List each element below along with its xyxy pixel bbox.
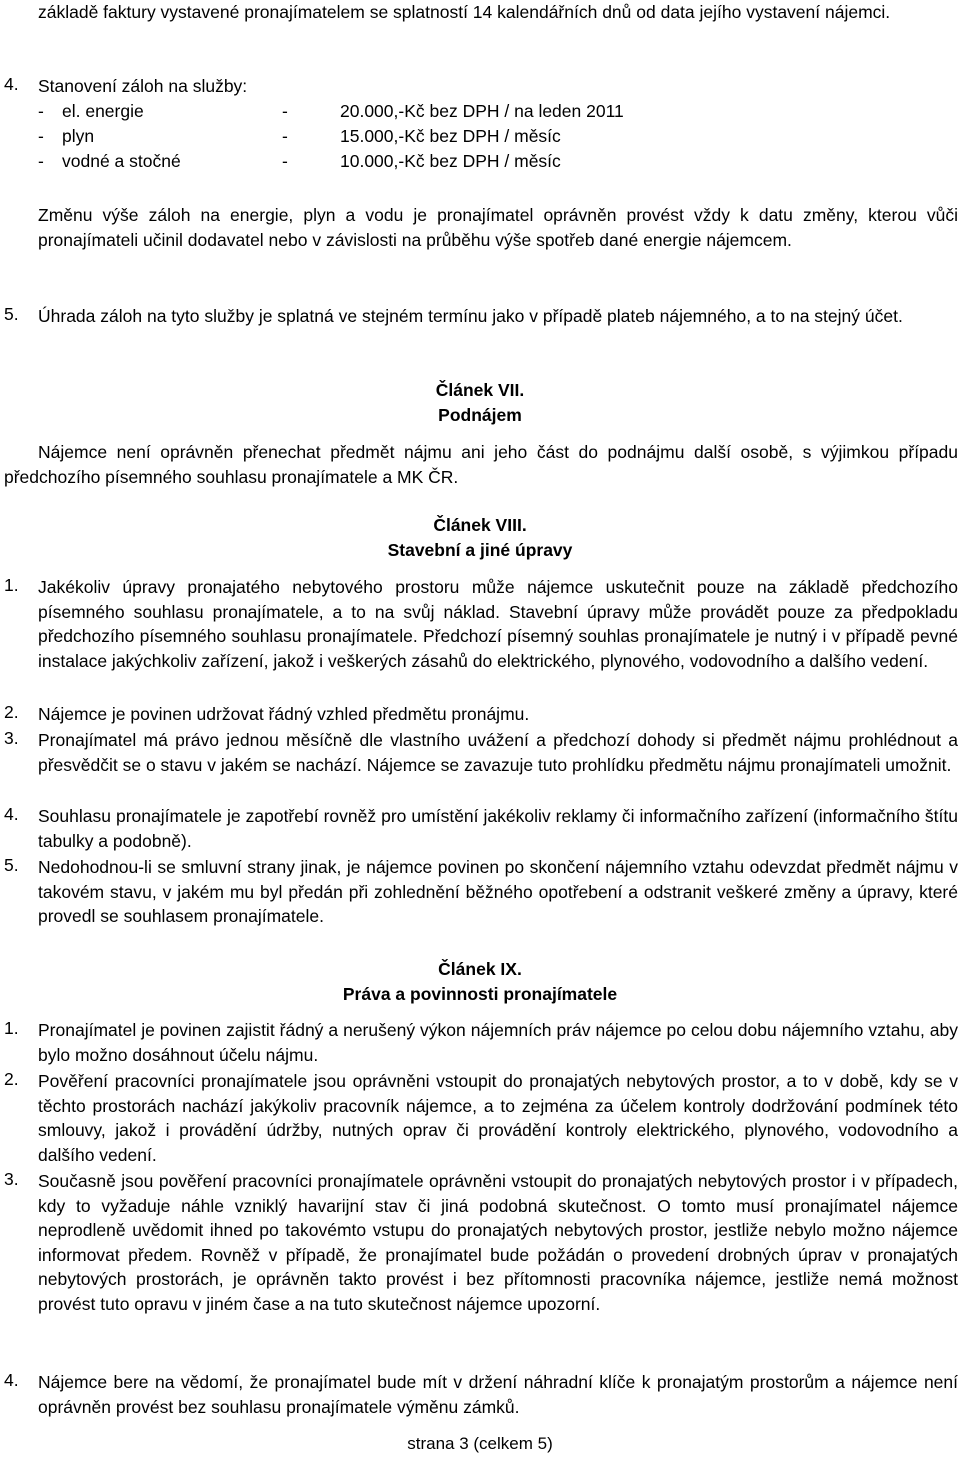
advance-dash: - [38,126,44,146]
item-text: Jakékoliv úpravy pronajatého nebytového prostoru může nájemce uskutečnit pouze na základě předchozího písemného souhlasu pronajímatele, a to na svůj náklad. Stavební úpravy může provádět pouze za předpokladu předchozího písemného souhlasu pronajímatele. Předchozí písemný souhlas pronajímatele je nutný i v případě pevné instalace jakýchkoliv zařízení, jakož i veškerých zásahů do elektrického, plynového, vodovodního a dalšího vedení. [38,577,958,671]
article-9-item-3 [4,1169,960,1316]
advance-change-note: Změnu výše záloh na energie, plyn a vodu je pronajímatel oprávněn provést vždy k datu změny, kterou vůči pronajímateli učinil dodavatel nebo v závislosti na průběhu výše spotřeb dané energie nájemcem. [38,205,958,250]
article-8-heading: Článek VIII. [433,515,527,535]
item-number: 3. [4,728,19,748]
article-7-heading: Článek VII. [435,380,525,400]
section-4-title: Stanovení záloh na služby: [38,76,248,96]
page-footer: strana 3 (celkem 5) [407,1434,553,1453]
advance-label: el. energie [62,101,144,121]
item-text: Souhlasu pronajímatele je zapotřebí rovněž pro umístění jakékoliv reklamy či informačního zařízení (informačního štítu tabulky a podobně). [38,806,958,851]
article-8-item-2 [4,702,960,727]
section-5-text: Úhrada záloh na tyto služby je splatná ve stejném termínu jako v případě plateb nájemného, a to na stejný účet. [38,306,903,326]
item-text: Nájemce bere na vědomí, že pronajímatel bude mít v držení náhradní klíče k pronajatým prostorům a nájemce není oprávněn provést bez souhlasu pronajímatele výměnu zámků. [38,1372,958,1417]
advance-separator: - [282,151,288,171]
advance-value: 10.000,-Kč bez DPH / měsíc [340,151,561,171]
item-number: 1. [4,575,19,595]
article-8-item-1 [4,575,960,673]
intro-paragraph-tail: základě faktury vystavené pronajímatelem se splatností 14 kalendářních dnů od data jejího vystavení nájemci. [38,2,891,22]
article-9-heading: Článek IX. [438,959,522,979]
item-text: Současně jsou pověření pracovníci pronajímatele oprávněni vstoupit do pronajatých nebytových prostor i v případech, kdy to vyžaduje náhle vzniklý havarijní stav či jiná podobná skutečnost. O tomto musí pronajímatel nájemce neprodleně uvědomit ihned po takovémto vstupu do pronajatých nebytových prostor, jestliže nebylo možno nájemce informovat předem. Rovněž v případě, že pronajímatel bude požádán o provedení drobných úprav v pronajatých nebytových prostorách, je oprávněn takto provést i bez přítomnosti pracovníka nájemce, jestliže nemá možnost provést tuto opravu v jiném čase a na tuto skutečnost nájemce upozorní. [38,1171,958,1314]
item-number: 1. [4,1018,19,1038]
advance-value: 15.000,-Kč bez DPH / měsíc [340,126,561,146]
item-number: 2. [4,1069,19,1089]
item-number: 4. [4,1370,19,1390]
article-9-title: Práva a povinnosti pronajímatele [342,984,618,1004]
article-9-item-4 [4,1370,960,1419]
item-text: Nájemce je povinen udržovat řádný vzhled předmětu pronájmu. [38,704,530,724]
article-9-item-2 [4,1069,960,1167]
advance-dash: - [38,151,44,171]
article-8-title: Stavební a jiné úpravy [387,540,573,560]
article-8-item-3 [4,728,960,777]
section-5 [4,304,960,329]
item-number: 5. [4,855,19,875]
section-4 [4,74,960,99]
article-8-item-4 [4,804,960,853]
article-7-title: Podnájem [438,405,522,425]
article-9-item-1 [4,1018,960,1067]
article-8-item-5 [4,855,960,929]
advance-row-gas [38,124,738,149]
advance-dash: - [38,101,44,121]
item-number: 3. [4,1169,19,1189]
advance-label: vodné a stočné [62,151,181,171]
item-number: 4. [4,804,19,824]
advance-row-electricity [38,99,738,124]
advance-row-water [38,149,738,174]
item-text: Pověření pracovníci pronajímatele jsou oprávněni vstoupit do pronajatých nebytových prostor, a to v době, kdy se v těchto prostorách nachází jakýkoliv pracovník nájemce, a to zejména za účelem kontroly dodržování podmínek této smlouvy, jakož i provádění údržby, nutných oprav či provádění kontroly elektrického, plynového, vodovodního a dalšího vedení. [38,1071,958,1165]
article-7-text: Nájemce není oprávněn přenechat předmět nájmu ani jeho část do podnájmu další osobě, s výjimkou případu předchozího písemného souhlasu pronajímatele a MK ČR. [4,442,958,487]
advance-separator: - [282,126,288,146]
item-text: Pronajímatel je povinen zajistit řádný a nerušený výkon nájemních práv nájemce po celou dobu nájemního vztahu, aby bylo možno dosáhnout účelu nájmu. [38,1020,958,1065]
item-text: Nedohodnou-li se smluvní strany jinak, je nájemce povinen po skončení nájemního vztahu odevzdat předmět nájmu v takovém stavu, v jakém mu byl předán při zohlednění běžného opotřebení a odstranit veškeré změny a úpravy, které provedl se souhlasem pronajímatele. [38,857,958,926]
advance-separator: - [282,101,288,121]
advance-label: plyn [62,126,95,146]
item-text: Pronajímatel má právo jednou měsíčně dle vlastního uvážení a předchozí dohody si předmět nájmu prohlédnout a přesvědčit se o stavu v jakém se nachází. Nájemce se zavazuje tuto prohlídku předmětu nájmu pronajímateli umožnit. [38,730,958,775]
item-number: 2. [4,702,19,722]
section-5-number: 5. [4,304,19,324]
section-4-number: 4. [4,74,19,94]
advance-value: 20.000,-Kč bez DPH / na leden 2011 [340,101,624,121]
